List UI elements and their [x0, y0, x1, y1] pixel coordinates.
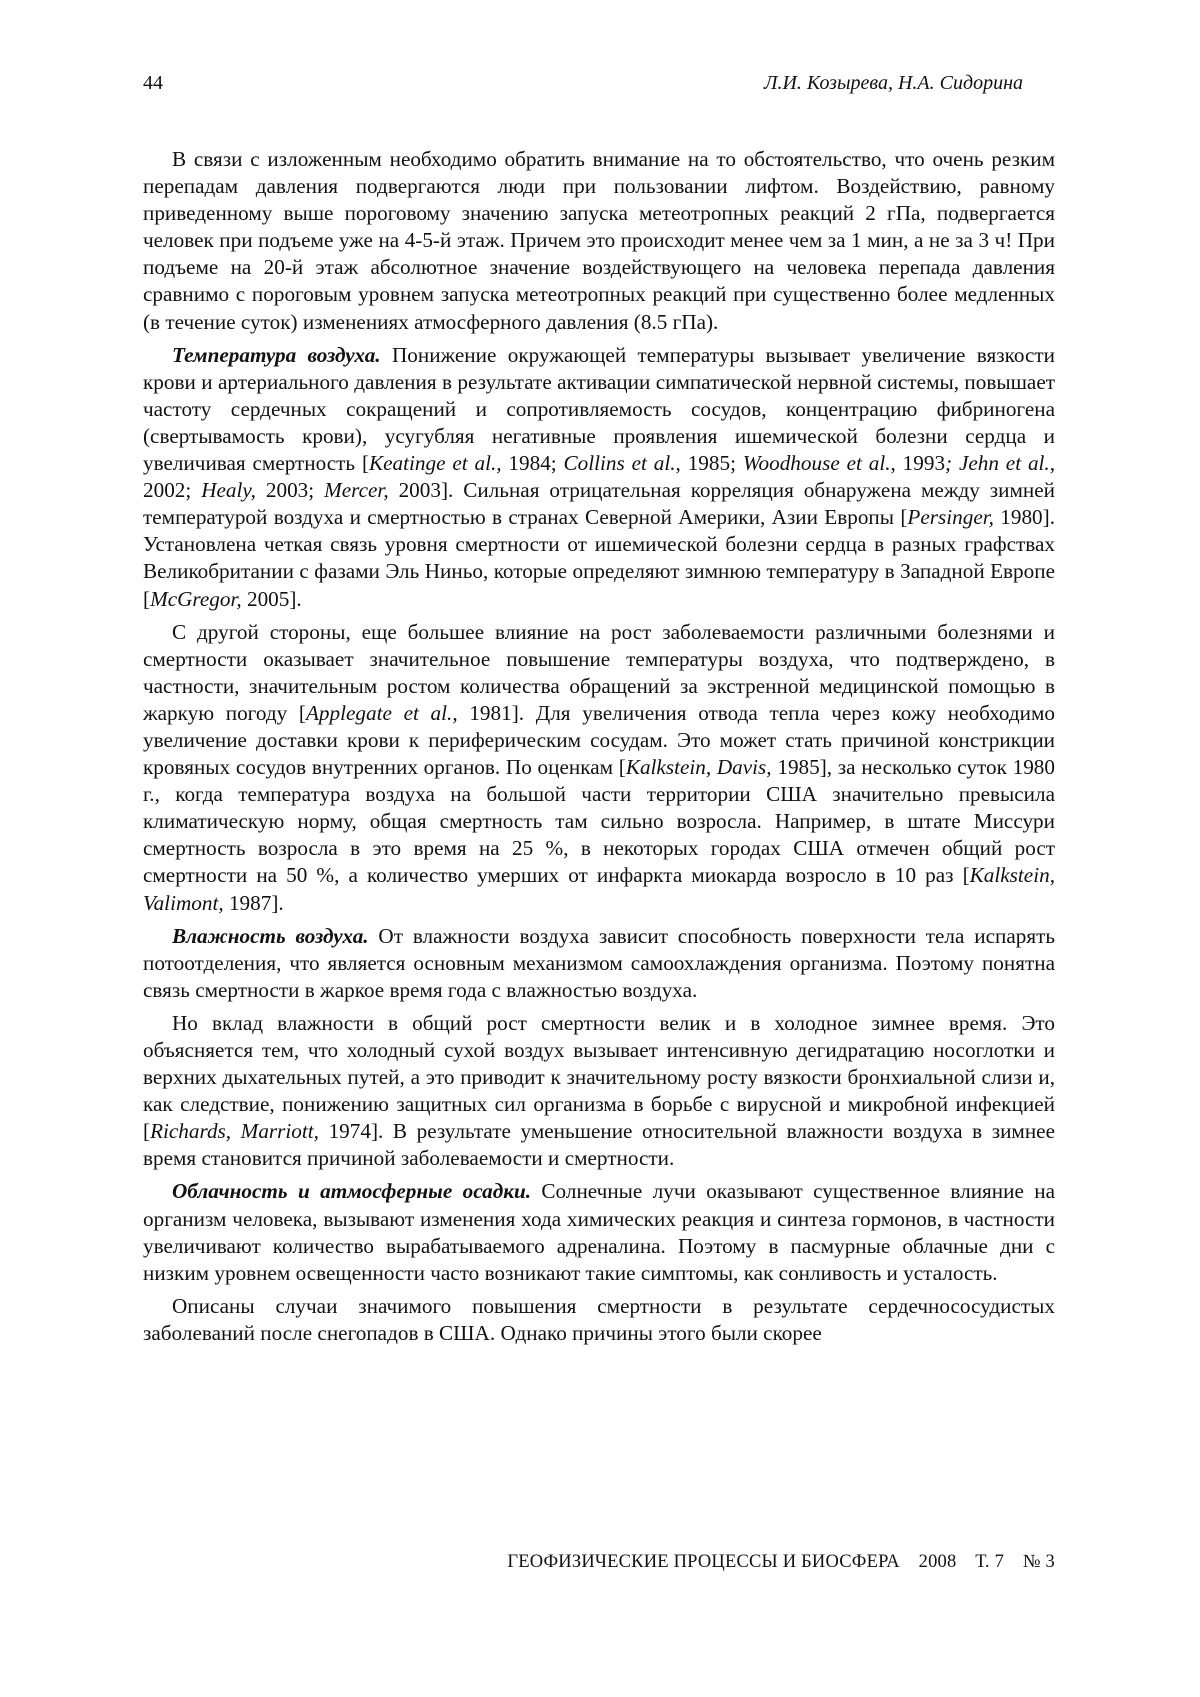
journal-issue: № 3 — [1022, 1552, 1055, 1572]
citation-author: Collins et al. — [563, 451, 676, 476]
journal-volume: Т. 7 — [975, 1552, 1005, 1572]
citation-author: Keatinge et al., — [369, 451, 502, 476]
section-run-in-heading: Влажность воздуха. — [172, 923, 369, 948]
citation-author: Persinger, — [907, 505, 994, 530]
text-run: 1981]. Для увеличения отвода тепла через кожу необходимо увеличение доставки крови к периферическим сосудам. Это может стать причиной констрикции кровяных сосудов внутренних органов. По оценкам [ — [143, 700, 1056, 780]
article-body — [143, 146, 1055, 1353]
text-run: , 2002; — [143, 451, 1056, 503]
text-run: Описаны случаи значимого повышения смертности в результате сердечнососудистых заболеваний после снегопадов в США. Однако причины этого были скорее — [143, 1293, 1055, 1345]
paragraph — [143, 1178, 1055, 1286]
text-run: 1984; — [501, 451, 564, 476]
page-footer — [507, 1552, 1055, 1573]
text-run: , 1985; — [675, 451, 743, 476]
journal-title: ГЕОФИЗИЧЕСКИЕ ПРОЦЕССЫ И БИОСФЕРА — [507, 1552, 900, 1572]
text-run: 1987]. — [223, 890, 284, 915]
paragraph — [143, 923, 1055, 1004]
citation-author: McGregor, — [150, 586, 242, 611]
text-run: Но вклад влажности в общий рост смертности велик и в холодное зимнее время. Это объясняется тем, что холодный сухой воздух вызывает интенсивную дегидратацию носоглотки и верхних дыхательных путей, а это приводит к значительному росту вязкости бронхиальной слизи и, как следствие, понижению защитных сил организма в борьбе с вирусной и микробной инфекцией [ — [143, 1010, 1055, 1144]
page-header — [143, 72, 1023, 102]
text-run: С другой стороны, еще большее влияние на рост заболеваемости различными болезнями и смертности оказывает значительное повышение температуры воздуха, что подтверждено, в частности, значительным ростом количества обращений за экстренной медицинской помощью в жаркую погоду [ — [143, 619, 1055, 725]
text-run: В связи с изложенным необходимо обратить внимание на то обстоятельство, что очень резким перепадам давления подвергаются люди при пользовании лифтом. Воздействию, равному приведенному выше пороговому значению запуска метеотропных реакций 2 гПа, подвергается человек при подъеме уже на 4-5-й этаж. Причем это происходит менее чем за 1 мин, а не за 3 ч! При подъеме на 20-й этаж абсолютное значение воздействующего на человека перепада давления сравнимо с пороговым уровнем запуска метеотропных реакций при существенно более медленных (в течение суток) изменениях атмосферного давления (8.5 гПа). — [143, 147, 1055, 334]
citation-author: Healy, — [201, 478, 256, 503]
text-run: 1985], за несколько суток 1980 г., когда температура воздуха на большой части территории США значительно превысила климатическую норму, общая смертность там сильно возросла. Например, в штате Миссури смертность возросла в это время на 25 %, в некоторых городах США отмечен общий рост смертности на 50 %, а количество умерших от инфаркта миокарда возросло в 10 раз [ — [143, 755, 1055, 888]
text-run: , 1993 — [890, 451, 946, 476]
text-run: 1974]. В результате уменьшение относительной влажности воздуха в зимнее время становится причиной заболеваемости и смертности. — [143, 1119, 1055, 1171]
citation-author: Woodhouse et al. — [742, 451, 891, 476]
journal-year: 2008 — [918, 1552, 957, 1572]
paragraph — [143, 1293, 1055, 1347]
text-run: От влажности воздуха зависит способность поверхности тела испарять потоотделения, что является основным механизмом самоохлаждения организма. Поэтому понятна связь смертности в жаркое время года с влажностью воздуха. — [143, 923, 1055, 1002]
paragraph — [143, 146, 1055, 336]
citation-author: Mercer, — [324, 478, 389, 503]
section-run-in-heading: Облачность и атмосферные осадки. — [172, 1179, 532, 1204]
citation-author: Kalkstein, Davis, — [625, 755, 772, 780]
paragraph — [143, 342, 1055, 613]
paragraph — [143, 1010, 1055, 1173]
page-number: 44 — [143, 72, 163, 94]
citation-author: Richards, Marriott, — [150, 1119, 319, 1144]
running-head-authors: Л.И. Козырева, Н.А. Сидорина — [763, 72, 1023, 94]
text-run: 2005]. — [241, 586, 302, 611]
text-run: Солнечные лучи оказывают существенное влияние на организм человека, вызывают изменения хода химических реакция и синтеза гормонов, в частности увеличивают количество вырабатываемого адреналина. Поэтому в пасмурные облачные дни с низким уровнем освещенности часто возникают такие симптомы, как сонливость и усталость. — [143, 1179, 1056, 1285]
text-run: 2003; — [255, 478, 325, 503]
text-run: Понижение окружающей температуры вызывает увеличение вязкости крови и артериального давления в результате активации симпатической нервной системы, повышает частоту сердечных сокращений и сопротивляемость сосудов, концентрацию фибриногена (свертывамость крови), усугубляя негативные проявления ишемической болезни сердца и увеличивая смертность [ — [143, 342, 1055, 476]
citation-author: ; Jehn et al. — [945, 451, 1050, 476]
citation-author: Kalkstein, Valimont, — [143, 863, 1055, 915]
text-run: 2003]. Сильная отрицательная корреляция обнаружена между зимней температурой воздуха и смертностью в странах Северной Америки, Азии Европы [ — [143, 478, 1055, 530]
citation-author: Applegate et al., — [305, 700, 458, 725]
paragraph — [143, 619, 1055, 917]
section-run-in-heading: Температура воздуха. — [172, 342, 381, 367]
text-run: 1980]. Установлена четкая связь уровня смертности от ишемической болезни сердца в разных графствах Великобритании с фазами Эль Ниньо, которые определяют зимнюю температуру в Западной Европе [ — [143, 505, 1055, 611]
